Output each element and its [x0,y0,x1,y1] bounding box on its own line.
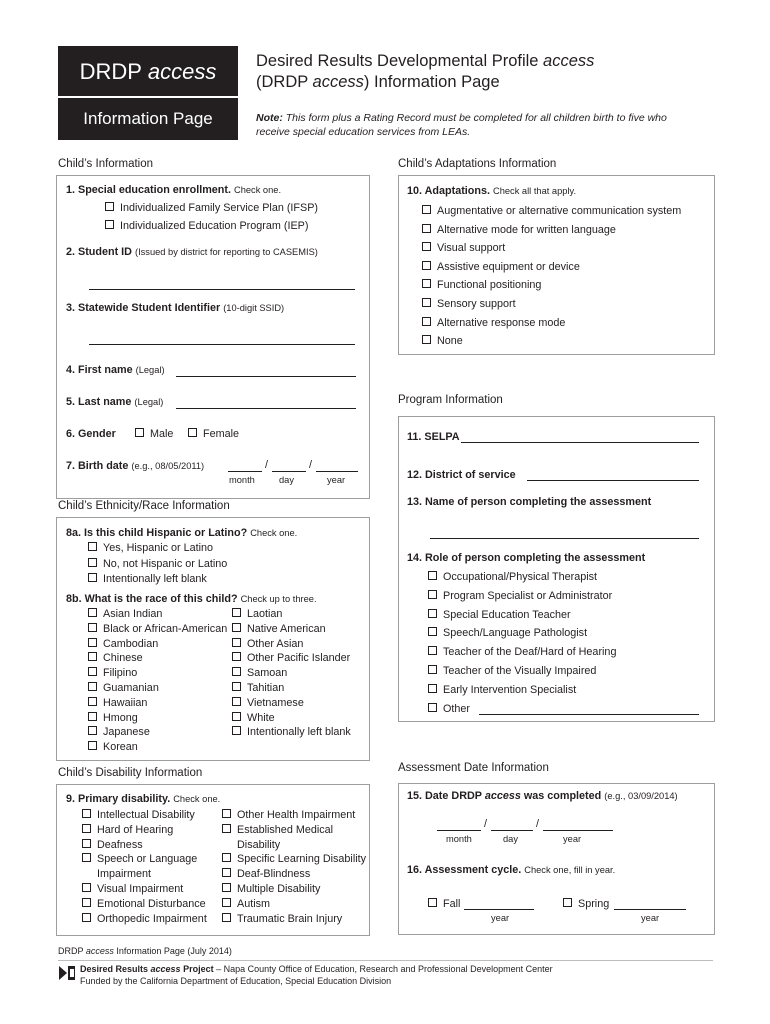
checkbox[interactable] [422,261,431,270]
info-page-box [58,96,238,140]
assess-year-label: year [563,834,582,844]
race-option[interactable] [88,682,159,694]
checkbox[interactable] [428,590,437,599]
checkbox[interactable] [422,317,431,326]
selpa-field[interactable] [461,432,699,443]
race-option-label: Samoan [247,667,288,680]
race-option[interactable] [88,712,138,724]
checkbox[interactable] [105,202,114,211]
disability-option[interactable] [82,824,173,836]
race-option[interactable] [232,652,350,664]
hispanic-option-label: No, not Hispanic or Latino [103,557,228,570]
role-option-label: Teacher of the Deaf/Hard of Hearing [443,646,617,659]
adaptation-option[interactable] [422,242,505,254]
disability-option [97,868,151,880]
race-option-label: Other Pacific Islander [247,652,351,665]
checkbox[interactable] [232,682,241,691]
title-line2-italic: access [312,73,364,91]
checkbox[interactable] [88,726,97,735]
race-option[interactable] [88,638,158,650]
brand-italic: access [147,59,217,84]
checkbox[interactable] [428,898,437,907]
ssid-field[interactable] [89,334,355,345]
checkbox[interactable] [428,646,437,655]
footer-project: Desired Results access Project – Napa County Office of Education, Research and Professional Development Center [80,964,553,974]
adaptation-option[interactable] [422,335,463,347]
q13-label: 13. Name of person completing the assessment [407,496,652,508]
checkbox[interactable] [422,335,431,344]
race-option[interactable] [232,638,303,650]
q6-label: 6. Gender [66,428,116,440]
role-option-label: Occupational/Physical Therapist [443,571,598,583]
disability-option-label: Autism [237,897,270,910]
page-title [256,51,736,93]
fall-year-label: year [491,913,510,923]
race-option[interactable] [232,712,275,724]
disability-option[interactable] [82,898,206,910]
q5-label: 5. Last name (Legal) [66,396,164,408]
hispanic-option[interactable] [88,573,207,585]
role-option-label: Other [443,702,471,715]
checkbox[interactable] [232,667,241,676]
disability-option-label: Deaf-Blindness [237,868,311,881]
role-option[interactable] [428,684,576,696]
race-option-label: Cambodian [103,637,159,650]
race-option-label: Other Asian [247,637,304,650]
checkbox[interactable] [82,839,91,848]
title-line1-italic: access [543,52,595,70]
q16-label: 16. Assessment cycle. Check one, fill in year. [407,864,616,876]
title-line2-c: ) Information Page [363,73,500,91]
race-option-label: Korean [103,741,138,754]
adaptation-option-label: Augmentative or alternative communication system [437,205,682,217]
adaptation-option[interactable] [422,317,565,329]
checkbox[interactable] [232,623,241,632]
checkbox[interactable] [88,608,97,617]
race-option[interactable] [88,726,150,738]
checkbox[interactable] [428,627,437,636]
checkbox[interactable] [82,913,91,922]
disability-option[interactable] [222,913,342,925]
checkbox[interactable] [105,220,114,229]
checkbox[interactable] [232,726,241,735]
role-option[interactable] [428,609,571,621]
q4-label: 4. First name (Legal) [66,364,165,376]
checkbox[interactable] [232,697,241,706]
checkbox[interactable] [88,542,97,551]
assess-month-field[interactable] [437,820,481,831]
disability-option-label: Established Medical [237,823,334,836]
role-option[interactable] [428,627,587,639]
checkbox[interactable] [422,298,431,307]
disability-option-label: Disability [237,838,281,851]
disability-option-label: Specific Learning Disability [237,853,367,866]
birth-month-label: month [229,475,255,485]
disability-option-label: Other Health Impairment [237,809,356,821]
student-id-field[interactable] [89,279,355,290]
program-heading: Program Information [398,394,503,406]
disability-option-label: Emotional Disturbance [97,897,206,910]
note-text-2: receive special education services from LEAs. [256,126,471,138]
q3-label: 3. Statewide Student Identifier (10-digit SSID) [66,302,285,314]
disability-option-label: Impairment [97,868,152,881]
adaptation-option-label: Alternative response mode [437,316,566,329]
checkbox[interactable] [82,853,91,862]
role-option-label: Teacher of the Visually Impaired [443,665,597,677]
q11-label: 11. SELPA [407,431,460,443]
date-slash: / [265,459,268,471]
q1-option-ifsp[interactable]: Individualized Family Service Plan (IFSP) [105,202,318,214]
checkbox[interactable] [232,652,241,661]
checkbox[interactable] [82,809,91,818]
birth-year-field[interactable] [316,461,358,472]
checkbox[interactable] [88,623,97,632]
disability-option[interactable] [82,853,197,865]
checkbox[interactable] [232,608,241,617]
disability-option-label: Orthopedic Impairment [97,912,207,925]
checkbox[interactable] [422,242,431,251]
disability-option-label: Intellectual Disability [97,809,195,821]
footer-divider [58,960,713,961]
checkbox[interactable] [428,703,437,712]
checkbox[interactable] [88,697,97,706]
q14-label: 14. Role of person completing the assessment [407,552,646,564]
gender-male[interactable]: Male [135,428,173,440]
checkbox[interactable] [222,883,231,892]
race-option[interactable] [232,667,287,679]
checkbox[interactable] [222,913,231,922]
q2-label: 2. Student ID (Issued by district for reporting to CASEMIS) [66,246,318,258]
birth-day-field[interactable] [272,461,306,472]
checkbox[interactable] [82,824,91,833]
checkbox[interactable] [188,428,197,437]
checkbox[interactable] [428,665,437,674]
checkbox[interactable] [88,558,97,567]
race-option-label: Filipino [103,667,138,680]
note-label: Note: [256,112,283,124]
checkbox[interactable] [222,824,231,833]
disability-option[interactable] [82,883,183,895]
disability-option-label: Traumatic Brain Injury [237,912,343,925]
first-name-field[interactable] [176,366,356,377]
checkbox[interactable] [88,638,97,647]
fall-year-field[interactable] [464,899,534,910]
role-option[interactable] [428,646,616,658]
disability-option[interactable] [222,824,333,836]
race-option[interactable] [232,726,351,738]
race-option[interactable] [88,697,147,709]
assessment-panel [398,783,715,935]
race-option[interactable] [88,652,143,664]
disability-option[interactable] [82,809,195,821]
role-option-label: Speech/Language Pathologist [443,627,588,640]
checkbox[interactable] [88,741,97,750]
disability-heading: Child’s Disability Information [58,767,203,779]
adaptation-option[interactable] [422,205,681,217]
q10-label: 10. Adaptations. Check all that apply. [407,185,577,197]
race-option[interactable] [88,667,137,679]
q9-label: 9. Primary disability. Check one. [66,793,221,805]
spring-year-field[interactable] [614,899,686,910]
checkbox[interactable] [422,279,431,288]
other-role-field[interactable] [479,704,699,715]
checkbox[interactable] [88,667,97,676]
birth-year-label: year [327,475,346,485]
disability-option-label: Speech or Language [97,853,198,866]
disability-option-label: Deafness [97,838,143,851]
title-line1: Desired Results Developmental Profile [256,52,544,70]
spring-year-label: year [641,913,660,923]
disability-option-label: Visual Impairment [97,883,184,895]
role-option[interactable] [428,703,470,715]
disability-option[interactable] [222,809,355,821]
disability-option[interactable] [222,883,320,895]
disability-option-label: Multiple Disability [237,883,321,895]
adaptation-option-label: Functional positioning [437,279,542,292]
role-option[interactable] [428,590,612,602]
adaptation-option-label: Visual support [437,242,506,255]
checkbox[interactable] [222,898,231,907]
checkbox[interactable] [422,205,431,214]
race-option-label: Japanese [103,726,150,739]
checkbox[interactable] [422,224,431,233]
hispanic-option-label: Yes, Hispanic or Latino [103,542,214,554]
role-option-label: Program Specialist or Administrator [443,589,613,602]
assess-day-label: day [503,834,518,844]
child-info-heading: Child’s Information [58,158,154,170]
checkbox[interactable] [88,573,97,582]
disability-option [237,839,280,851]
assess-year-field[interactable] [543,820,613,831]
race-option[interactable] [88,741,138,753]
cycle-fall[interactable]: Fall [428,898,460,910]
assess-month-label: month [446,834,472,844]
role-option-label: Special Education Teacher [443,608,571,621]
adaptation-option[interactable] [422,261,580,273]
race-option[interactable] [88,623,227,635]
race-option-label: White [247,711,275,724]
disability-option-label: Hard of Hearing [97,823,174,836]
checkbox[interactable] [88,712,97,721]
race-option[interactable] [232,623,326,635]
adaptation-option[interactable] [422,224,616,236]
assess-day-field[interactable] [491,820,533,831]
hispanic-option[interactable] [88,542,213,554]
disability-option[interactable] [82,913,207,925]
checkbox[interactable] [88,682,97,691]
date-slash: / [484,818,487,830]
race-option-label: Chinese [103,652,143,665]
checkbox[interactable] [82,883,91,892]
checkbox[interactable] [222,809,231,818]
race-option-label: Native American [247,622,326,635]
disability-option[interactable] [222,898,270,910]
checkbox[interactable] [222,868,231,877]
race-option-label: Vietnamese [247,696,304,709]
brand-text: DRDP [79,59,142,84]
checkbox[interactable] [82,898,91,907]
last-name-field[interactable] [176,398,356,409]
disability-option[interactable] [82,839,143,851]
role-option-label: Early Intervention Specialist [443,683,577,696]
title-line2-a: (DRDP [256,73,313,91]
race-option[interactable] [232,682,284,694]
checkbox[interactable] [232,712,241,721]
checkbox[interactable] [428,609,437,618]
footer-form-name: DRDP access Information Page (July 2014) [58,946,232,956]
cycle-spring[interactable]: Spring [563,898,609,910]
district-field[interactable] [527,470,699,481]
footer-funding: Funded by the California Department of Education, Special Education Division [80,976,392,986]
role-option[interactable] [428,571,597,583]
q1-option-iep[interactable]: Individualized Education Program (IEP) [105,220,308,232]
q1-label: 1. Special education enrollment. Check one. [66,184,282,196]
date-slash: / [536,818,539,830]
adaptation-option-label: Alternative mode for written language [437,223,616,236]
adaptation-option[interactable] [422,298,516,310]
checkbox[interactable] [232,638,241,647]
q8a-label: 8a. Is this child Hispanic or Latino? Check one. [66,527,298,539]
checkbox[interactable] [428,684,437,693]
role-option[interactable] [428,665,596,677]
adaptations-heading: Child’s Adaptations Information [398,158,557,170]
checkbox[interactable] [135,428,144,437]
race-option-label: Asian Indian [103,608,163,620]
title-box [58,46,238,98]
hispanic-option[interactable] [88,558,227,570]
disability-option[interactable] [222,868,310,880]
race-option-label: Tahitian [247,682,285,694]
race-option[interactable] [88,608,162,620]
q7-label: 7. Birth date (e.g., 08/05/2011) [66,460,205,472]
adaptation-option-label: None [437,335,463,348]
hispanic-option-label: Intentionally left blank [103,573,207,585]
race-option-label: Guamanian [103,682,159,694]
gender-female[interactable]: Female [188,428,239,440]
info-page-label: Information Page [83,109,213,128]
race-option-label: Laotian [247,608,283,620]
assessment-heading: Assessment Date Information [398,762,549,774]
note [256,111,716,139]
checkbox[interactable] [222,853,231,862]
race-option-label: Intentionally left blank [247,726,351,739]
checkbox[interactable] [428,571,437,580]
ethnicity-heading: Child’s Ethnicity/Race Information [58,500,230,512]
race-option[interactable] [232,697,304,709]
disability-option[interactable] [222,853,366,865]
desired-results-logo-icon [58,964,76,982]
adaptation-option-label: Sensory support [437,298,516,310]
race-option-label: Hmong [103,711,138,724]
date-slash: / [309,459,312,471]
checkbox[interactable] [88,652,97,661]
race-option[interactable] [232,608,282,620]
race-option-label: Hawaiian [103,696,148,709]
adaptation-option[interactable] [422,279,541,291]
birth-day-label: day [279,475,294,485]
race-option-label: Black or African-American [103,622,228,635]
note-text: This form plus a Rating Record must be completed for all children birth to five who [282,112,667,124]
q15-label: 15. Date DRDP access was completed (e.g., 03/09/2014) [407,790,678,802]
assessor-name-field[interactable] [430,528,699,539]
checkbox[interactable] [563,898,572,907]
adaptation-option-label: Assistive equipment or device [437,260,580,273]
q12-label: 12. District of service [407,469,516,481]
q8b-label: 8b. What is the race of this child? Check up to three. [66,593,317,605]
birth-month-field[interactable] [228,461,262,472]
